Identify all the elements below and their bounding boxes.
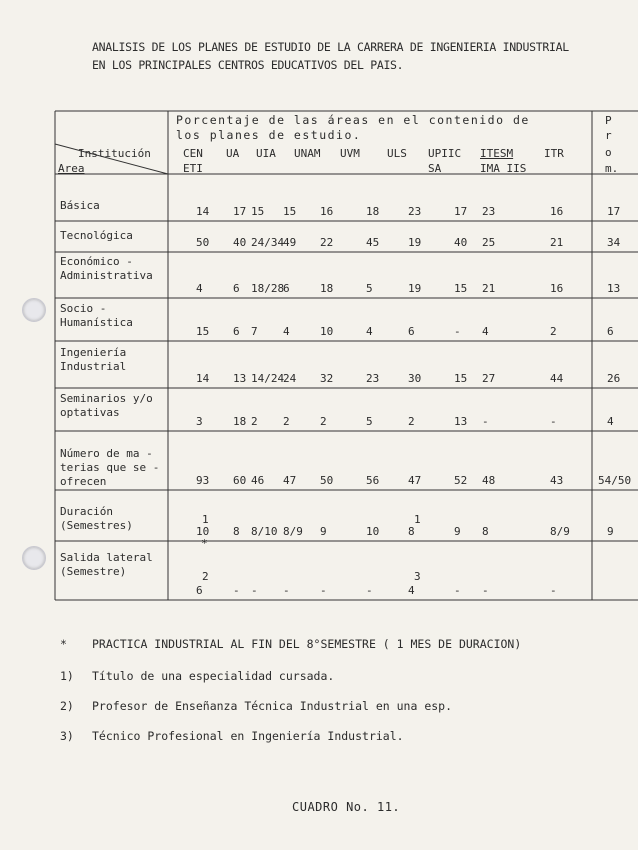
- table-cell: 15: [196, 325, 210, 338]
- table-cell: 4: [196, 282, 203, 295]
- table-cell: 9: [454, 525, 461, 538]
- table-cell: 56: [366, 474, 380, 487]
- table-cell: 23: [408, 205, 422, 218]
- table-cell: 10: [196, 525, 210, 538]
- institution-header: UNAM: [294, 147, 321, 160]
- footnote-text: PRACTICA INDUSTRIAL AL FIN DEL 8°SEMESTRE ( 1 MES DE DURACION): [92, 637, 522, 651]
- table-cell: 14: [196, 205, 210, 218]
- table-cell: 15: [283, 205, 297, 218]
- institution-header: UVM: [340, 147, 360, 160]
- table-cell: -: [482, 584, 489, 597]
- table-cell: 44: [550, 372, 564, 385]
- table-cell: 2: [550, 325, 557, 338]
- table-cell: 19: [408, 282, 422, 295]
- row-label: Seminarios y/o optativas: [60, 392, 153, 419]
- institution-header: UPIIC: [428, 147, 462, 160]
- footnote-ref: 2: [202, 570, 209, 583]
- table-cell: 47: [408, 474, 422, 487]
- prom-header-letter: P: [605, 114, 612, 127]
- table-cell: -: [320, 584, 327, 597]
- prom-cell: 6: [607, 325, 614, 338]
- table-cell: 18: [320, 282, 334, 295]
- table-cell: -: [482, 415, 489, 428]
- table-cell: 8: [233, 525, 240, 538]
- table-cell: 8: [482, 525, 489, 538]
- table-cell: 13: [454, 415, 468, 428]
- table-cell: 6: [233, 282, 240, 295]
- table-cell: 60: [233, 474, 247, 487]
- institution-header: UIA: [256, 147, 276, 160]
- table-cell: 15: [251, 205, 265, 218]
- table-cell: 52: [454, 474, 468, 487]
- row-label: Número de ma - terias que se - ofrecen: [60, 447, 160, 488]
- table-cell: 45: [366, 236, 380, 249]
- table-caption: CUADRO No. 11.: [292, 800, 401, 814]
- table-cell: 8/9: [550, 525, 570, 538]
- prom-cell: 13: [607, 282, 621, 295]
- table-cell: 4: [366, 325, 373, 338]
- footnote-text: Título de una especialidad cursada.: [92, 669, 335, 683]
- table-cell: 2: [251, 415, 258, 428]
- table-cell: 18: [366, 205, 380, 218]
- table-cell: 24/34: [251, 236, 285, 249]
- table-cell: 8/10: [251, 525, 278, 538]
- table-cell: -: [454, 325, 461, 338]
- table-cell: 15: [454, 282, 468, 295]
- header-title-line-1: Porcentaje de las áreas en el contenido de: [176, 113, 530, 127]
- table-cell: 48: [482, 474, 496, 487]
- table-cell: 43: [550, 474, 564, 487]
- table-cell: 46: [251, 474, 265, 487]
- table-cell: 8: [408, 525, 415, 538]
- footnote-text: Profesor de Enseñanza Técnica Industrial en una esp.: [92, 699, 453, 713]
- table-cell: -: [283, 584, 290, 597]
- table-cell: 6: [283, 282, 290, 295]
- table-cell: -: [233, 584, 240, 597]
- table-cell: 23: [366, 372, 380, 385]
- table-cell: 21: [550, 236, 564, 249]
- footnote-mark: 2): [60, 699, 74, 713]
- prom-cell: 26: [607, 372, 621, 385]
- table-cell: 40: [454, 236, 468, 249]
- footnote-ref: 3: [414, 570, 421, 583]
- superscript-note: 1: [414, 513, 421, 526]
- institution-header: ULS: [387, 147, 407, 160]
- table-cell: 3: [196, 415, 203, 428]
- table-cell: 6: [233, 325, 240, 338]
- table-cell: 10: [320, 325, 334, 338]
- asterisk-mark: *: [201, 537, 208, 550]
- corner-area-label: Area: [58, 162, 85, 175]
- prom-header-letter: m.: [605, 162, 619, 175]
- table-cell: 93: [196, 474, 210, 487]
- table-cell: 21: [482, 282, 496, 295]
- table-cell: 24: [283, 372, 297, 385]
- table-cell: 30: [408, 372, 422, 385]
- table-cell: -: [251, 584, 258, 597]
- footnote-mark: 1): [60, 669, 74, 683]
- table-cell: 8/9: [283, 525, 303, 538]
- table-cell: 6: [408, 325, 415, 338]
- prom-header-letter: o: [605, 146, 612, 159]
- table-cell: 14/24: [251, 372, 285, 385]
- table-cell: 23: [482, 205, 496, 218]
- prom-header-letter: r: [605, 129, 612, 142]
- table-cell: 6: [196, 584, 203, 597]
- superscript-note: 1: [202, 513, 209, 526]
- footnote-text: Técnico Profesional en Ingeniería Industrial.: [92, 729, 404, 743]
- prom-cell: 9: [607, 525, 614, 538]
- table-cell: 5: [366, 282, 373, 295]
- institution-header: UA: [226, 147, 240, 160]
- table-cell: -: [366, 584, 373, 597]
- table-cell: -: [454, 584, 461, 597]
- table-cell: 16: [320, 205, 334, 218]
- table-cell: 14: [196, 372, 210, 385]
- row-label: Socio - Humanística: [60, 302, 133, 329]
- table-cell: 16: [550, 205, 564, 218]
- prom-cell: 34: [607, 236, 621, 249]
- row-label: Duración (Semestres): [60, 505, 133, 532]
- table-cell: 16: [550, 282, 564, 295]
- footnote-mark: 3): [60, 729, 74, 743]
- row-label: Salida lateral (Semestre): [60, 551, 153, 578]
- table-cell: 2: [283, 415, 290, 428]
- header-title-line-2: los planes de estudio.: [176, 128, 362, 142]
- table-cell: 17: [454, 205, 468, 218]
- table-cell: 5: [366, 415, 373, 428]
- table-cell: 17: [233, 205, 247, 218]
- page-title: ANALISIS DE LOS PLANES DE ESTUDIO DE LA CARRERA DE INGENIERIA INDUSTRIAL EN LOS PRINCIPALES CENTROS EDUCATIVOS DEL PAIS.: [92, 40, 569, 72]
- institution-header-line-2: SA: [428, 162, 442, 175]
- table-cell: 49: [283, 236, 297, 249]
- table-cell: 19: [408, 236, 422, 249]
- table-cell: 22: [320, 236, 334, 249]
- table-cell: 9: [320, 525, 327, 538]
- table-cell: 47: [283, 474, 297, 487]
- table-cell: 4: [482, 325, 489, 338]
- institution-header: ITR: [544, 147, 564, 160]
- table-cell: 25: [482, 236, 496, 249]
- table-cell: 7: [251, 325, 258, 338]
- prom-cell: 17: [607, 205, 621, 218]
- institution-header-line-2: ETI: [183, 162, 203, 175]
- table-cell: 2: [408, 415, 415, 428]
- prom-cell: 54/50: [598, 474, 632, 487]
- table-cell: 50: [320, 474, 334, 487]
- institution-header: CEN: [183, 147, 203, 160]
- table-cell: 40: [233, 236, 247, 249]
- institution-header-line-2: IMA IIS: [480, 162, 527, 175]
- table-cell: 10: [366, 525, 380, 538]
- institution-header: ITESM: [480, 147, 514, 160]
- table-cell: 4: [283, 325, 290, 338]
- table-cell: 15: [454, 372, 468, 385]
- table-cell: 27: [482, 372, 496, 385]
- footnote-mark: *: [60, 637, 67, 651]
- row-label: Económico - Administrativa: [60, 255, 153, 282]
- table-cell: 18: [233, 415, 247, 428]
- table-cell: 50: [196, 236, 210, 249]
- prom-cell: 4: [607, 415, 614, 428]
- table-cell: 13: [233, 372, 247, 385]
- table-cell: -: [550, 415, 557, 428]
- row-label: Tecnológica: [60, 229, 133, 242]
- table-cell: 2: [320, 415, 327, 428]
- table-cell: 18/28: [251, 282, 285, 295]
- corner-institucion-label: Institución: [78, 147, 151, 160]
- table-cell: 4: [408, 584, 415, 597]
- row-label: Ingeniería Industrial: [60, 346, 127, 373]
- row-label: Básica: [60, 199, 100, 212]
- table-cell: -: [550, 584, 557, 597]
- table-cell: 32: [320, 372, 334, 385]
